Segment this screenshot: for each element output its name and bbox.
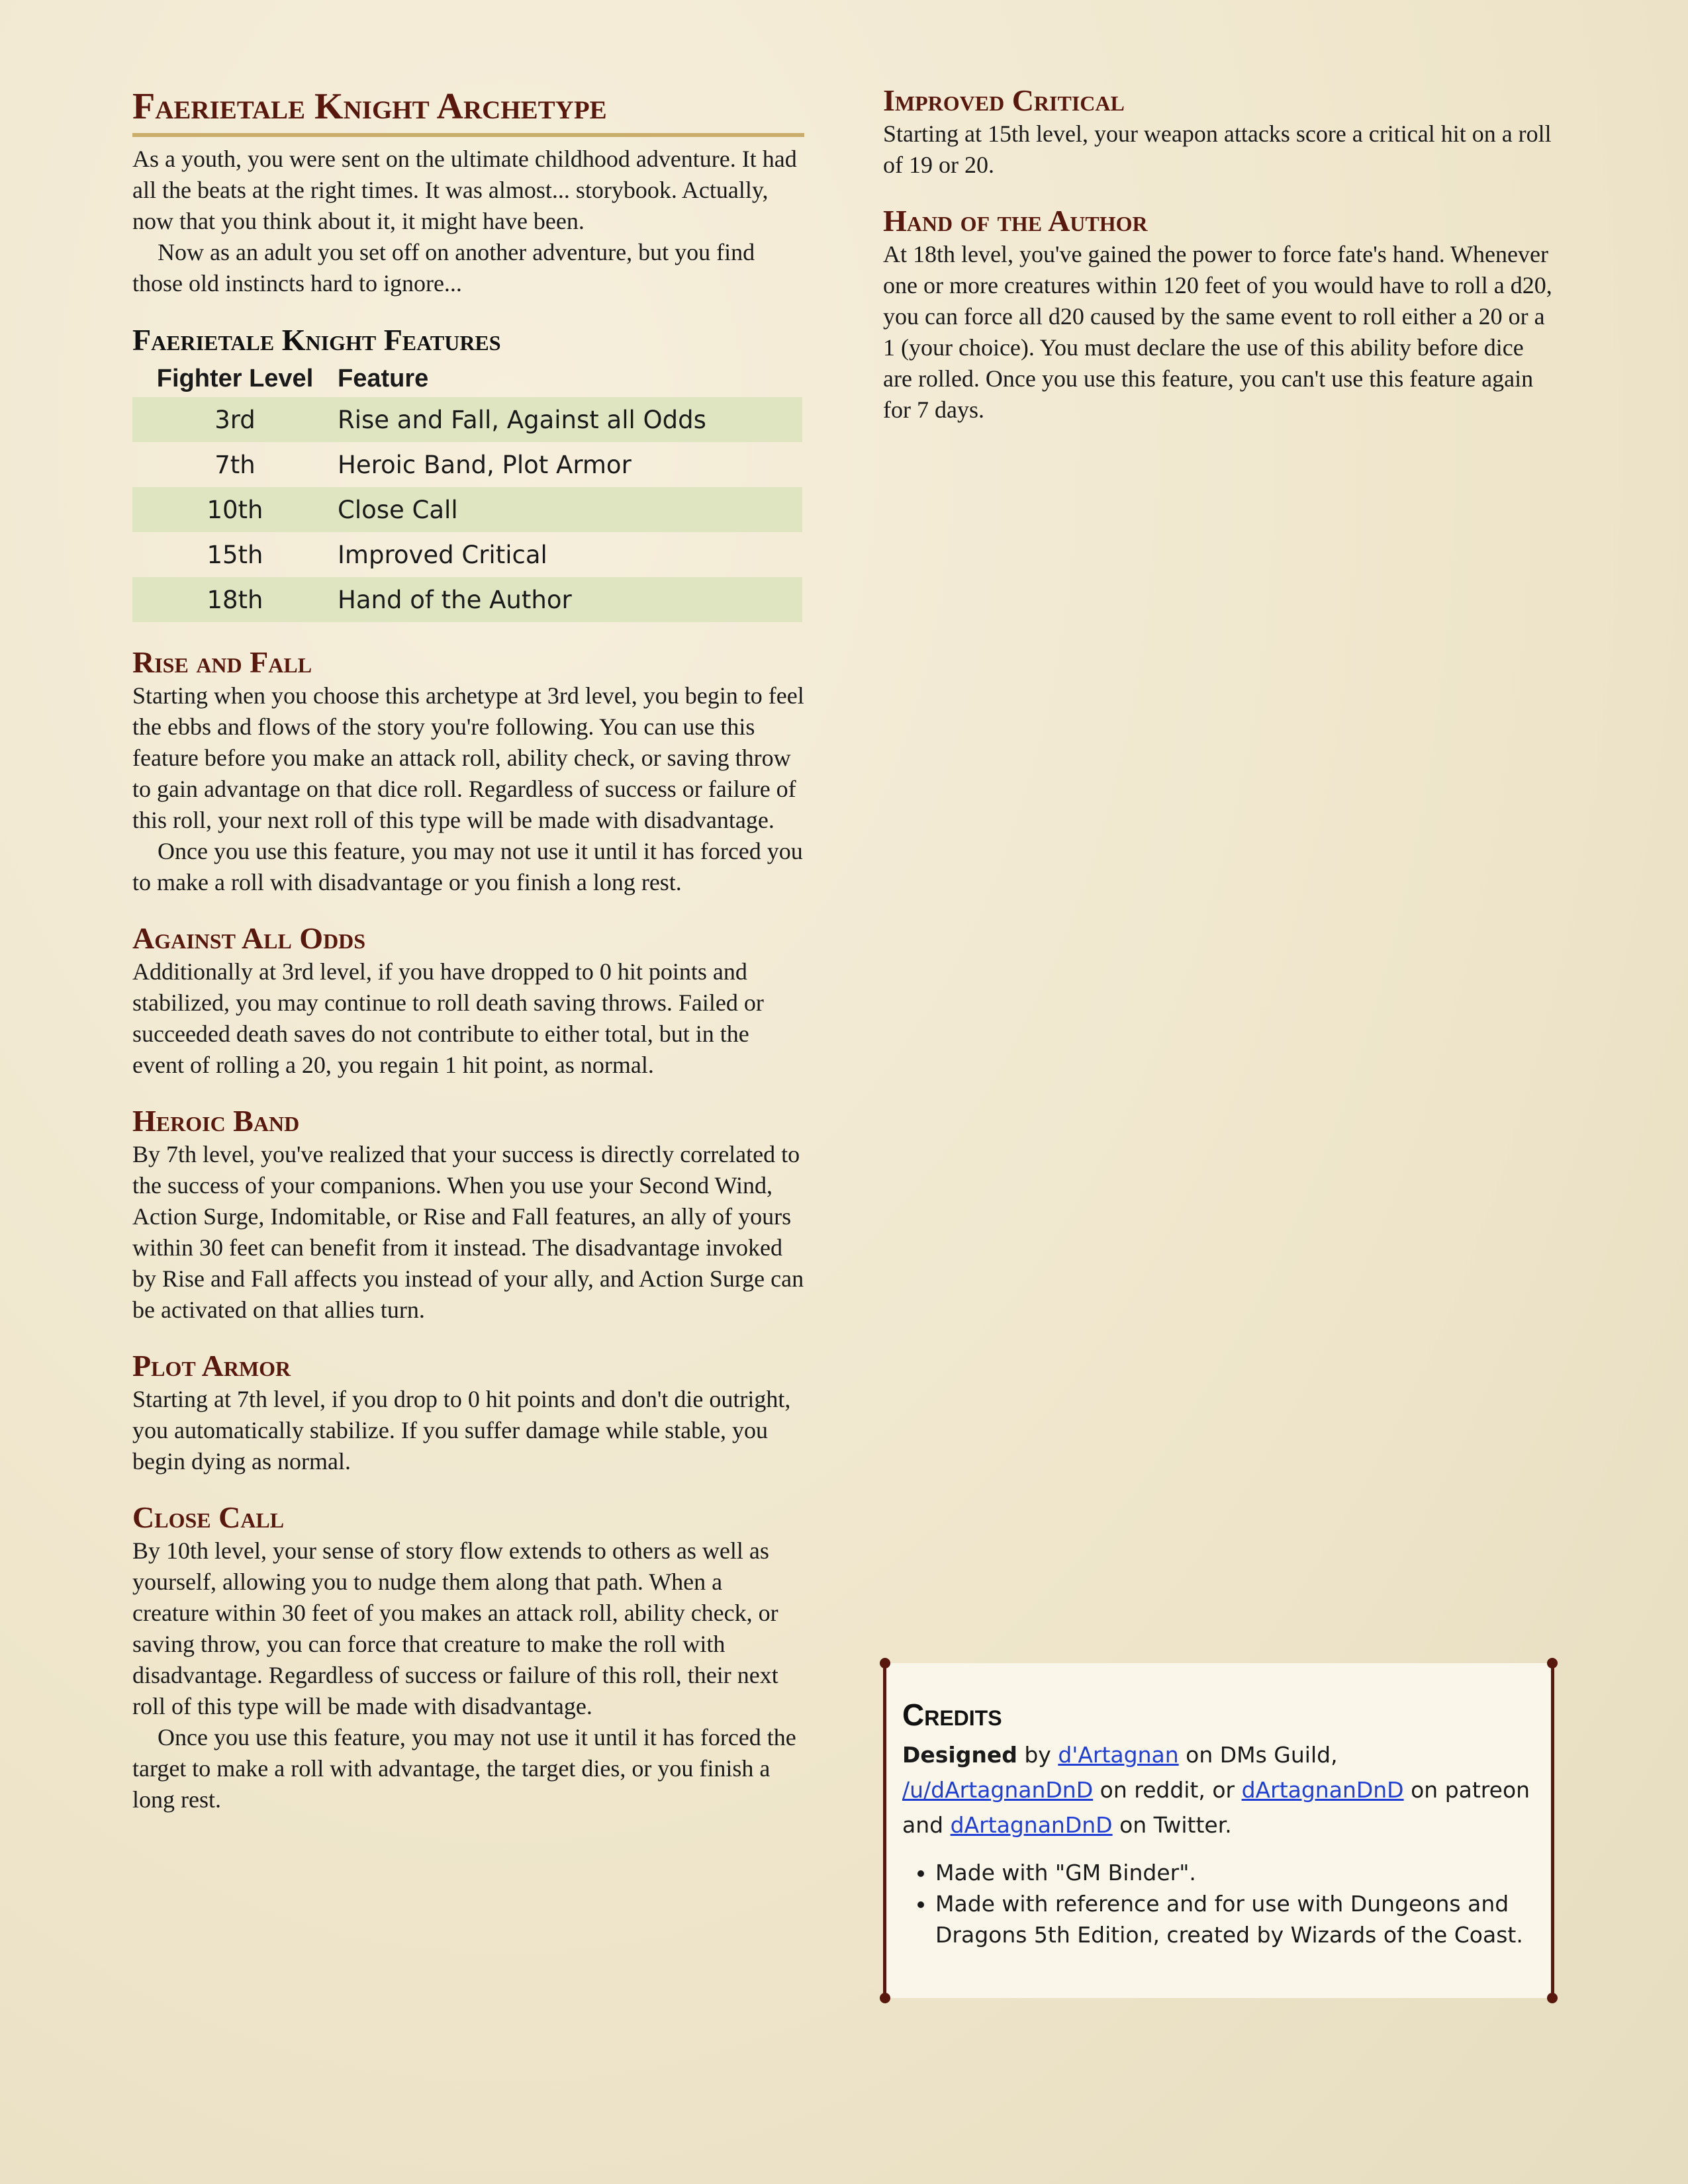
list-item: • Made with "GM Binder". — [935, 1857, 1531, 1888]
feature-cell: Rise and Fall, Against all Odds — [338, 397, 802, 442]
page-title: Faerietale Knight Archetype — [132, 83, 804, 137]
section-title-improved-critical: Improved Critical — [883, 83, 1125, 117]
level-cell: 15th — [207, 540, 263, 569]
level-cell: 3rd — [132, 397, 338, 442]
corner-dot-icon — [880, 1658, 890, 1668]
twitter-link[interactable]: dArtagnanDnD — [950, 1812, 1113, 1838]
table-row — [132, 487, 802, 532]
close-call-paragraph-1: By 10th level, your sense of story flow extends to others as well as yourself, allowing you to nudge them along that path. When a creature within 30 feet of you makes an attack roll, ability check, or saving throw, you can force that creature to make the roll with disadvantage. Regardless of success or failure of this roll, their next roll of this type will be made with disadvantage. — [132, 1537, 778, 1719]
credits-box — [883, 1663, 1554, 1998]
close-call-paragraph-2: Once you use this feature, you may not use it until it has forced the target to make a roll with advantage, the target dies, or you finish a long rest. — [132, 1724, 796, 1813]
credits-list — [902, 1857, 1531, 1950]
heroic-band-paragraph: By 7th level, you've realized that your success is directly correlated to the success of your companions. When you use your Second Wind, Action Surge, Indomitable, or Rise and Fall features, an ally of yours within 30 feet can benefit from it instead. The disadvantage invoked by Rise and Fall affects you instead of your ally, and Action Surge can be activated on that allies turn. — [132, 1141, 804, 1323]
credits-title: Credits — [902, 1698, 1002, 1732]
column-header-feature: Feature — [338, 364, 429, 392]
level-cell: 10th — [132, 487, 338, 532]
dmsguild-link[interactable]: d'Artagnan — [1058, 1742, 1179, 1768]
table-row — [132, 442, 802, 487]
table-row — [132, 532, 802, 577]
feature-cell: Hand of the Author — [338, 577, 802, 622]
reddit-link[interactable]: /u/dArtagnanDnD — [902, 1777, 1094, 1803]
features-table — [132, 360, 802, 622]
feature-cell: Improved Critical — [338, 540, 547, 569]
rise-and-fall-paragraph-2: Once you use this feature, you may not use it until it has forced you to make a roll with disadvantage or you finish a long rest. — [132, 838, 803, 895]
rise-and-fall-paragraph-1: Starting when you choose this archetype at 3rd level, you begin to feel the ebbs and flows of the story you're following. You can use this feature before you make an attack roll, ability check, or saving throw to gain advantage on that dice roll. Regardless of success or failure of this roll, your next roll of this type will be made with disadvantage. — [132, 682, 804, 833]
section-title-rise-and-fall: Rise and Fall — [132, 645, 312, 679]
against-all-odds-paragraph: Additionally at 3rd level, if you have dropped to 0 hit points and stabilized, you may continue to roll death saving throws. Failed or succeeded death saves do not contribute to either total, but in the event of rolling a 20, you regain 1 hit point, as normal. — [132, 958, 764, 1078]
table-row — [132, 577, 802, 622]
feature-cell: Close Call — [338, 487, 802, 532]
section-title-close-call: Close Call — [132, 1500, 285, 1534]
level-cell: 18th — [132, 577, 338, 622]
features-table-heading: Faerietale Knight Features — [132, 323, 501, 357]
improved-critical-paragraph: Starting at 15th level, your weapon attacks score a critical hit on a roll of 19 or 20. — [883, 120, 1552, 178]
feature-cell: Heroic Band, Plot Armor — [338, 450, 632, 479]
corner-dot-icon — [1547, 1658, 1558, 1668]
section-title-hand-of-the-author: Hand of the Author — [883, 204, 1148, 238]
section-title-against-all-odds: Against All Odds — [132, 921, 366, 955]
corner-dot-icon — [1547, 1993, 1558, 2003]
right-column — [883, 83, 1555, 426]
credits-text: Designed by d'Artagnan on DMs Guild, /u/dArtagnanDnD on reddit, or dArtagnanDnD on patreon and dArtagnanDnD on Twitter. — [902, 1742, 1530, 1838]
hand-of-the-author-paragraph: At 18th level, you've gained the power to force fate's hand. Whenever one or more creatures within 120 feet of you would have to roll a d20, you can force all d20 caused by the same event to roll either a 20 or a 1 (your choice). You must declare the use of this ability before dice are rolled. Once you use this feature, you can't use this feature again for 7 days. — [883, 241, 1552, 423]
designed-label: Designed — [902, 1742, 1017, 1768]
left-column — [132, 83, 804, 1815]
column-header-level: Fighter Level — [156, 364, 314, 392]
section-title-heroic-band: Heroic Band — [132, 1104, 300, 1138]
corner-dot-icon — [880, 1993, 890, 2003]
patreon-link[interactable]: dArtagnanDnD — [1241, 1777, 1404, 1803]
intro-paragraph-1: As a youth, you were sent on the ultimate childhood adventure. It had all the beats at the right times. It was almost... storybook. Actually, now that you think about it, it might have been. — [132, 146, 797, 234]
level-cell: 7th — [214, 450, 256, 479]
intro-paragraph-2: Now as an adult you set off on another adventure, but you find those old instincts hard to ignore... — [132, 239, 755, 296]
list-item: • Made with reference and for use with Dungeons and Dragons 5th Edition, created by Wizards of the Coast. — [935, 1888, 1531, 1950]
plot-armor-paragraph: Starting at 7th level, if you drop to 0 hit points and don't die outright, you automatically stabilize. If you suffer damage while stable, you begin dying as normal. — [132, 1386, 791, 1475]
table-row — [132, 397, 802, 442]
section-title-plot-armor: Plot Armor — [132, 1349, 291, 1383]
